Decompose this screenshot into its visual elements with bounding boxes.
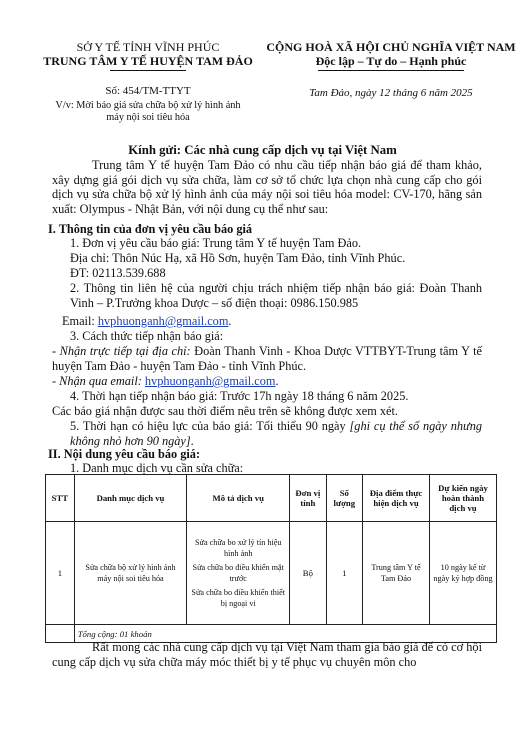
cell-eta: 10 ngày kể từ ngày ký hợp đồng xyxy=(429,522,496,625)
header-right-divider xyxy=(318,70,464,71)
th-eta: Dự kiến ngày hoàn thành dịch vụ xyxy=(429,475,496,522)
national-motto: Độc lập – Tự do – Hạnh phúc xyxy=(315,54,467,68)
direct-label: - Nhận trực tiếp tại địa chỉ: xyxy=(52,344,191,358)
th-qty: Số lượng xyxy=(326,475,363,522)
section1-item5 xyxy=(52,419,482,448)
section1-phone: ĐT: 02113.539.688 xyxy=(70,266,166,280)
th-unit: Đơn vị tính xyxy=(290,475,326,522)
table-row xyxy=(46,522,497,625)
desc-item-3: Sửa chữa bo điều khiển thiết bị ngoại vi xyxy=(191,588,286,608)
section1-item4: 4. Thời hạn tiếp nhận báo giá: Trước 17h ngày 18 tháng 6 năm 2025. xyxy=(70,389,409,403)
th-service: Danh mục dịch vụ xyxy=(74,475,187,522)
section2-title: II. Nội dung yêu cầu báo giá: xyxy=(48,447,201,461)
section1-address: Địa chỉ: Thôn Núc Hạ, xã Hồ Sơn, huyện Tam Đảo, tỉnh Vĩnh Phúc. xyxy=(70,251,406,265)
section2-sub1: 1. Danh mục dịch vụ cần sửa chữa: xyxy=(70,461,244,475)
item5-text: 5. Thời hạn có hiệu lực của báo giá: Tối thiểu 90 ngày xyxy=(70,419,350,433)
cell-service: Sửa chữa bộ xử lý hình ảnh máy nội soi tiêu hóa xyxy=(74,522,187,625)
cell-location: Trung tâm Y tế Tam Đảo xyxy=(363,522,430,625)
doc-subject xyxy=(38,100,258,124)
direct-text: Đoàn Thanh Vinh - Khoa Dược VTTBYT-Trung tâm Y tế huyện Tam Đảo - huyện Tam Đảo - tỉnh Vĩnh Phúc. xyxy=(52,344,482,373)
cell-unit: Bộ xyxy=(290,522,326,625)
doc-subject-line2: máy nội soi tiêu hóa xyxy=(106,112,190,123)
section1-item1: 1. Đơn vị yêu cầu báo giá: Trung tâm Y tế huyện Tam Đảo. xyxy=(70,236,362,250)
email-end: . xyxy=(228,314,232,328)
section1-direct xyxy=(52,344,482,373)
section1-item2: 2. Thông tin liên hệ của người chịu trách nhiệm tiếp nhận báo giá: Đoàn Thanh Vinh – P.Trưởng khoa Dược – số điện thoại: 0986.150.985 xyxy=(70,281,482,310)
desc-item-2: Sửa chữa bo điều khiển mặt trước xyxy=(192,563,284,583)
doc-number: Số: 454/TM-TTYT xyxy=(105,85,191,97)
email-label: Email: xyxy=(62,314,95,328)
cell-total: Tổng cộng: 01 khoản xyxy=(74,625,496,643)
intro-paragraph: Trung tâm Y tế huyện Tam Đảo có nhu cầu tiếp nhận báo giá để tham khảo, xây dựng giá gói dịch vụ sửa chữa, làm cơ sở tổ chức lựa chọn nhà cung cấp cho gói dịch vụ sửa chữa bộ xử lý hình ảnh của máy nội soi tiêu hóa model: CV-170, hãng sản xuất: Olympus - Nhật Bản, với nội dung cụ thể như sau: xyxy=(52,158,482,216)
cell-qty: 1 xyxy=(326,522,363,625)
table-header-row xyxy=(46,475,497,522)
cell-desc xyxy=(187,522,290,625)
national-title: CỘNG HOÀ XÃ HỘI CHỦ NGHĨA VIỆT NAM xyxy=(266,40,516,54)
cell-stt: 1 xyxy=(46,522,75,625)
email-recv-link[interactable]: hvphuonganh@gmail.com xyxy=(144,374,276,388)
agency-parent: SỞ Y TẾ TỈNH VĨNH PHÚC xyxy=(76,40,220,54)
th-location: Địa điểm thực hiện dịch vụ xyxy=(363,475,430,522)
place-date: Tam Đảo, ngày 12 tháng 6 năm 2025 xyxy=(309,87,473,99)
closing-paragraph: Rất mong các nhà cung cấp dịch vụ tại Việt Nam tham gia báo giá để có cơ hội cung cấp dịch vụ sửa chữa máy móc thiết bị y tế phục vụ chuyên môn cho xyxy=(52,640,482,669)
section1-email-recv xyxy=(52,374,482,389)
email-recv-end: . xyxy=(275,374,279,388)
header-left-divider xyxy=(110,70,186,71)
item5-end: . xyxy=(190,433,194,448)
item5-note: [ghi cụ thể số ngày nhưng không nhỏ hơn 90 ngày] xyxy=(70,419,482,448)
desc-item-1: Sửa chữa bo xử lý tín hiệu hình ảnh xyxy=(194,538,282,558)
section1-item3: 3. Cách thức tiếp nhận báo giá: xyxy=(70,329,224,343)
email-link[interactable]: hvphuonganh@gmail.com xyxy=(97,314,229,328)
th-desc: Mô tả dịch vụ xyxy=(187,475,290,522)
service-table xyxy=(45,474,497,643)
email-recv-label: - Nhận qua email: xyxy=(52,374,142,388)
section1-late-note: Các báo giá nhận được sau thời điểm nêu trên sẽ không được xem xét. xyxy=(52,404,398,418)
agency-name: TRUNG TÂM Y TẾ HUYỆN TAM ĐẢO xyxy=(43,54,253,68)
doc-subject-line1: V/v: Mời báo giá sửa chữa bộ xử lý hình ảnh xyxy=(55,100,241,111)
section1-email-line xyxy=(52,314,482,329)
th-stt: STT xyxy=(46,475,75,522)
salutation: Kính gửi: Các nhà cung cấp dịch vụ tại Việt Nam xyxy=(128,143,397,157)
section1-title: I. Thông tin của đơn vị yêu cầu báo giá xyxy=(48,222,253,236)
